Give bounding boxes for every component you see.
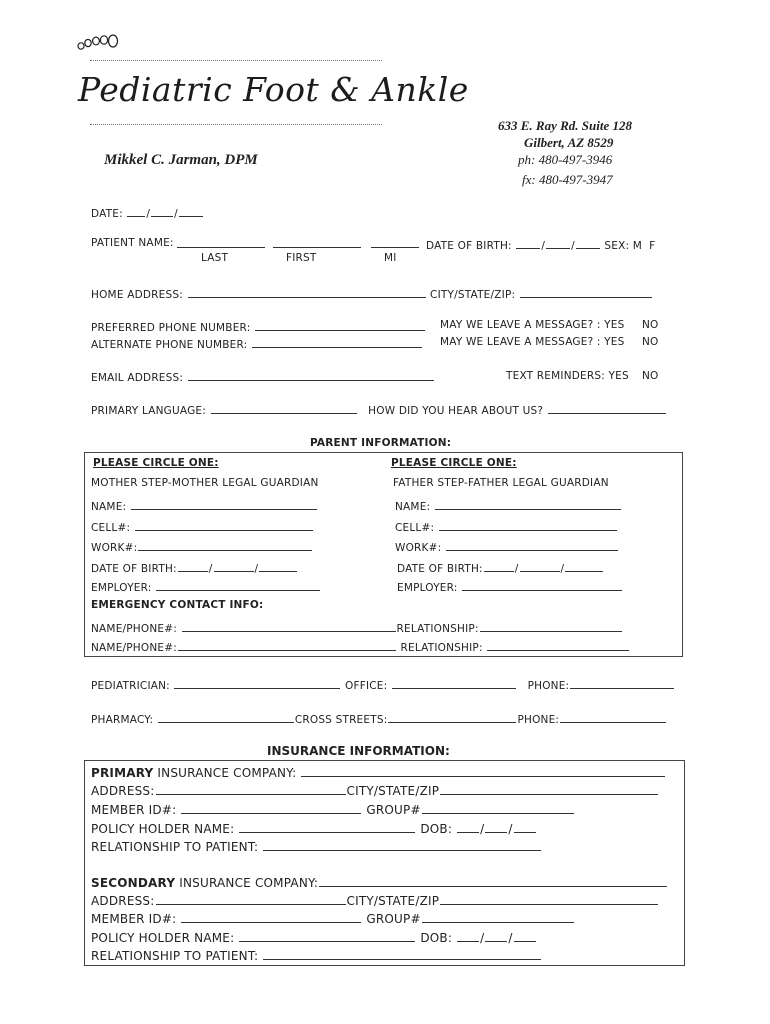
mother-options[interactable]: MOTHER STEP-MOTHER LEGAL GUARDIAN — [91, 477, 319, 489]
home-address-row — [91, 286, 653, 301]
date-label: DATE: — [91, 208, 123, 220]
alternate-phone-row — [91, 336, 423, 351]
secondary-dob-day[interactable] — [485, 930, 507, 942]
logo-rule-bottom — [90, 124, 382, 125]
primary-group-field[interactable] — [422, 802, 574, 814]
father-employer-field[interactable] — [462, 579, 622, 591]
date-row: DATE: / / — [91, 205, 204, 220]
doctor-name: Mikkel C. Jarman, DPM — [104, 152, 258, 168]
name-phone-label-1: NAME/PHONE#: — [91, 623, 177, 635]
secondary-dob-month[interactable] — [457, 930, 479, 942]
primary-city-field[interactable] — [440, 783, 658, 795]
secondary-policy-label: POLICY HOLDER NAME: — [91, 931, 235, 945]
preferred-phone-row — [91, 319, 426, 334]
primary-dob-day[interactable] — [485, 821, 507, 833]
patient-mi-field[interactable] — [371, 236, 419, 248]
secondary-bold: SECONDARY — [91, 876, 176, 890]
primary-policy-field[interactable] — [239, 821, 415, 833]
father-options[interactable]: FATHER STEP-FATHER LEGAL GUARDIAN — [393, 477, 609, 489]
pediatrician-field[interactable] — [174, 677, 340, 689]
emergency-contact-1 — [91, 620, 623, 635]
leave-message-1-no[interactable]: NO — [642, 319, 659, 331]
emergency-relationship-1-field[interactable] — [480, 620, 622, 632]
mother-circle-one: PLEASE CIRCLE ONE: — [93, 457, 219, 469]
emergency-contact-title: EMERGENCY CONTACT INFO: — [91, 599, 264, 611]
leave-message-1[interactable]: MAY WE LEAVE A MESSAGE? : YES — [440, 319, 625, 331]
pediatrician-phone-label: PHONE: — [527, 680, 570, 692]
secondary-city-label: CITY/STATE/ZIP — [346, 894, 440, 908]
sex-m-option[interactable]: M — [632, 240, 643, 252]
primary-city-label: CITY/STATE/ZIP — [346, 784, 440, 798]
father-name-row — [395, 498, 622, 513]
mother-dob-label: DATE OF BIRTH: — [91, 563, 177, 575]
relationship-label-2: RELATIONSHIP: — [400, 642, 483, 654]
email-field[interactable] — [188, 369, 434, 381]
leave-message-2-no[interactable]: NO — [642, 336, 659, 348]
text-reminders-yes[interactable]: TEXT REMINDERS: YES — [506, 370, 629, 382]
logo-rule-top — [90, 60, 382, 61]
dob-month-field[interactable] — [516, 237, 540, 249]
emergency-contact-2 — [91, 639, 630, 654]
primary-address-row — [91, 783, 659, 798]
father-employer-label: EMPLOYER: — [397, 582, 458, 594]
mother-dob-row: DATE OF BIRTH: / / — [91, 560, 298, 575]
primary-policy-row: POLICY HOLDER NAME: DOB: / / — [91, 821, 537, 836]
father-cell-row — [395, 519, 618, 534]
address-line2: Gilbert, AZ 8529 — [524, 135, 614, 150]
mother-work-label: WORK#: — [91, 542, 138, 554]
mother-dob-day[interactable] — [214, 560, 254, 572]
secondary-address-row — [91, 893, 659, 908]
primary-company-field[interactable] — [301, 765, 665, 777]
email-row — [91, 369, 435, 384]
father-dob-month[interactable] — [484, 560, 514, 572]
emergency-name-phone-1-field[interactable] — [182, 620, 396, 632]
cross-streets-label: CROSS STREETS: — [294, 714, 388, 726]
preferred-phone-field[interactable] — [255, 319, 425, 331]
mother-cell-label: CELL#: — [91, 522, 131, 534]
address-line1: 633 E. Ray Rd. Suite 128 — [498, 118, 632, 133]
dob-day-field[interactable] — [546, 237, 570, 249]
primary-company-row — [91, 765, 666, 780]
primary-member-row — [91, 802, 575, 817]
dob-label: DATE OF BIRTH: — [426, 240, 512, 252]
mother-employer-field[interactable] — [156, 579, 320, 591]
secondary-group-field[interactable] — [422, 911, 574, 923]
patient-dob-row: DATE OF BIRTH: / / SEX: M F — [426, 237, 655, 252]
dob-year-field[interactable] — [576, 237, 600, 249]
secondary-relationship-label: RELATIONSHIP TO PATIENT: — [91, 949, 259, 963]
primary-address-field[interactable] — [156, 783, 346, 795]
mother-cell-row — [91, 519, 314, 534]
father-work-label: WORK#: — [395, 542, 442, 554]
hear-about-field[interactable] — [548, 402, 666, 414]
primary-group-label: GROUP# — [366, 803, 421, 817]
father-dob-year[interactable] — [565, 560, 603, 572]
emergency-relationship-2-field[interactable] — [487, 639, 629, 651]
patient-name-label: PATIENT NAME: — [91, 237, 174, 249]
pharmacy-label: PHARMACY: — [91, 714, 154, 726]
primary-member-label: MEMBER ID#: — [91, 803, 177, 817]
secondary-member-field[interactable] — [181, 911, 361, 923]
secondary-relationship-field[interactable] — [263, 948, 541, 960]
secondary-address-label: ADDRESS: — [91, 894, 155, 908]
fax-number: fx: 480-497-3947 — [522, 172, 613, 187]
father-dob-label: DATE OF BIRTH: — [397, 563, 483, 575]
secondary-policy-field[interactable] — [239, 930, 415, 942]
office-field[interactable] — [392, 677, 516, 689]
primary-address-label: ADDRESS: — [91, 784, 155, 798]
office-label: OFFICE: — [345, 680, 388, 692]
primary-relationship-label: RELATIONSHIP TO PATIENT: — [91, 840, 259, 854]
father-work-field[interactable] — [446, 539, 618, 551]
pediatrician-label: PEDIATRICIAN: — [91, 680, 170, 692]
father-dob-day[interactable] — [520, 560, 560, 572]
mother-dob-year[interactable] — [259, 560, 297, 572]
primary-dob-label: DOB: — [420, 822, 453, 836]
text-reminders-no[interactable]: NO — [642, 370, 659, 382]
secondary-address-field[interactable] — [156, 893, 346, 905]
primary-dob-month[interactable] — [457, 821, 479, 833]
pharmacy-row — [91, 711, 667, 726]
father-cell-field[interactable] — [439, 519, 617, 531]
pediatrician-phone-field[interactable] — [570, 677, 674, 689]
primary-language-field[interactable] — [211, 402, 357, 414]
primary-dob-year[interactable] — [514, 821, 536, 833]
emergency-name-phone-2-field[interactable] — [178, 639, 396, 651]
date-year-field[interactable] — [179, 205, 203, 217]
mother-name-row — [91, 498, 318, 513]
home-address-field[interactable] — [188, 286, 426, 298]
secondary-member-row — [91, 911, 575, 926]
mother-employer-label: EMPLOYER: — [91, 582, 152, 594]
primary-member-field[interactable] — [181, 802, 361, 814]
last-caption: LAST — [201, 252, 229, 264]
patient-first-field[interactable] — [273, 236, 361, 248]
date-month-field[interactable] — [127, 205, 145, 217]
secondary-company-label: INSURANCE COMPANY: — [175, 876, 319, 890]
pediatrician-row — [91, 677, 675, 692]
phone-number: ph: 480-497-3946 — [518, 152, 613, 167]
father-name-label: NAME: — [395, 501, 431, 513]
secondary-policy-row: POLICY HOLDER NAME: DOB: / / — [91, 930, 537, 945]
secondary-company-row — [91, 875, 668, 890]
secondary-dob-year[interactable] — [514, 930, 536, 942]
secondary-member-label: MEMBER ID#: — [91, 912, 177, 926]
secondary-group-label: GROUP# — [366, 912, 421, 926]
primary-company-label: INSURANCE COMPANY: — [153, 766, 297, 780]
primary-relationship-field[interactable] — [263, 839, 541, 851]
city-state-zip-label: CITY/STATE/ZIP: — [430, 289, 516, 301]
parent-section-title: PARENT INFORMATION: — [310, 437, 452, 449]
alternate-phone-label: ALTERNATE PHONE NUMBER: — [91, 339, 248, 351]
date-day-field[interactable] — [151, 205, 173, 217]
secondary-relationship-row — [91, 948, 542, 963]
pharmacy-phone-label: PHONE: — [517, 714, 560, 726]
secondary-dob-label: DOB: — [420, 931, 453, 945]
primary-policy-label: POLICY HOLDER NAME: — [91, 822, 235, 836]
mother-employer-row — [91, 579, 321, 594]
pharmacy-phone-field[interactable] — [560, 711, 666, 723]
primary-relationship-row — [91, 839, 542, 854]
primary-bold: PRIMARY — [91, 766, 154, 780]
father-work-row — [395, 539, 619, 554]
father-name-field[interactable] — [435, 498, 621, 510]
secondary-company-field[interactable] — [319, 875, 667, 887]
home-address-label: HOME ADDRESS: — [91, 289, 183, 301]
mi-caption: MI — [384, 252, 397, 264]
email-label: EMAIL ADDRESS: — [91, 372, 184, 384]
hear-about-label: HOW DID YOU HEAR ABOUT US? — [368, 405, 544, 417]
father-circle-one: PLEASE CIRCLE ONE: — [391, 457, 517, 469]
father-employer-row — [397, 579, 623, 594]
language-row — [91, 402, 667, 417]
mother-dob-month[interactable] — [178, 560, 208, 572]
cross-streets-field[interactable] — [388, 711, 516, 723]
relationship-label-1: RELATIONSHIP: — [396, 623, 479, 635]
mother-name-field[interactable] — [131, 498, 317, 510]
mother-work-row — [91, 539, 313, 554]
sex-f-option[interactable]: F — [649, 240, 656, 252]
mother-cell-field[interactable] — [135, 519, 313, 531]
city-state-zip-field[interactable] — [520, 286, 652, 298]
logo-text: Pediatric Foot & Ankle — [78, 70, 469, 109]
patient-last-field[interactable] — [177, 236, 265, 248]
alternate-phone-field[interactable] — [252, 336, 422, 348]
primary-language-label: PRIMARY LANGUAGE: — [91, 405, 206, 417]
insurance-section-title: INSURANCE INFORMATION: — [267, 744, 450, 758]
father-dob-row: DATE OF BIRTH: / / — [397, 560, 604, 575]
sex-label: SEX: — [604, 240, 630, 252]
pharmacy-field[interactable] — [158, 711, 294, 723]
father-cell-label: CELL#: — [395, 522, 435, 534]
name-phone-label-2: NAME/PHONE#: — [91, 642, 177, 654]
mother-work-field[interactable] — [138, 539, 312, 551]
mother-name-label: NAME: — [91, 501, 127, 513]
first-caption: FIRST — [286, 252, 317, 264]
footprint-icon — [76, 32, 120, 52]
leave-message-2[interactable]: MAY WE LEAVE A MESSAGE? : YES — [440, 336, 625, 348]
preferred-phone-label: PREFERRED PHONE NUMBER: — [91, 322, 251, 334]
secondary-city-field[interactable] — [440, 893, 658, 905]
